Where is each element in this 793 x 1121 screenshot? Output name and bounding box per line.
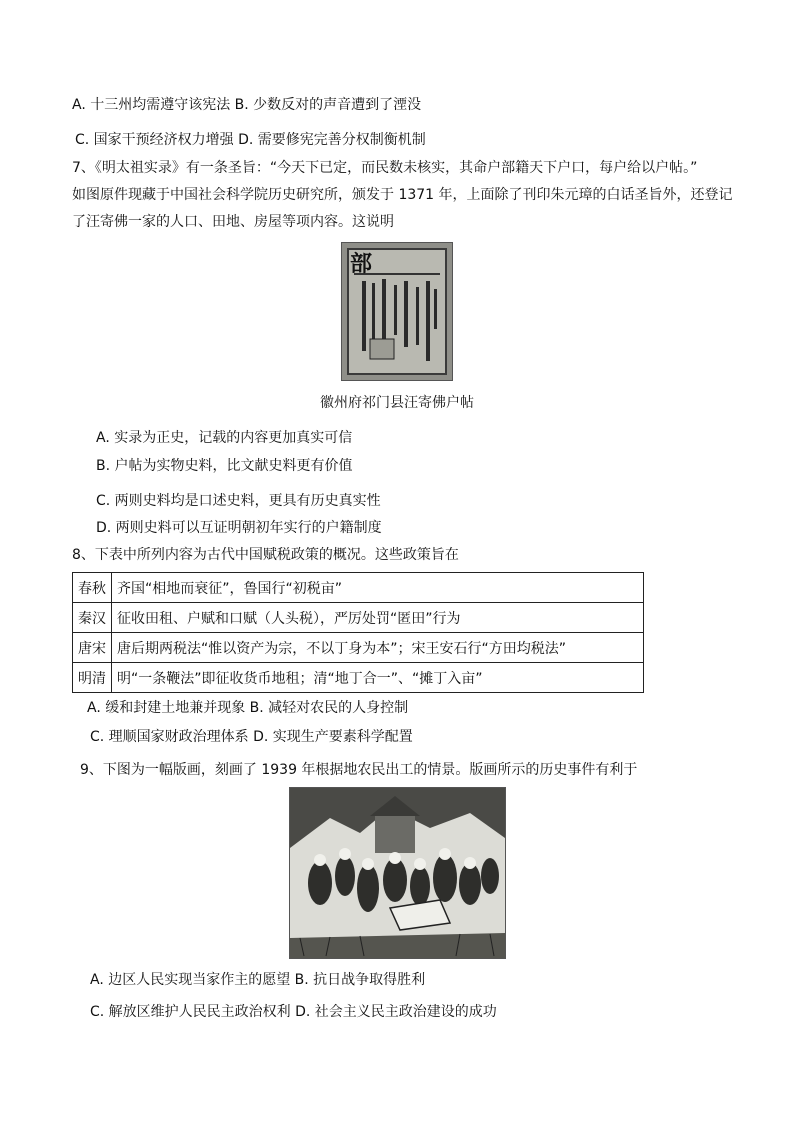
q7-option-c: C. 两则史料均是口述史料，更具有历史真实性 [96, 493, 381, 509]
q7-option-b: B. 户帖为实物史料，比文献史料更有价值 [96, 458, 353, 474]
tax-policy-table [72, 572, 644, 693]
q8-option-line-cd: C. 理顺国家财政治理体系 D. 实现生产要素科学配置 [90, 729, 413, 745]
q7-stem-line-2: 如图原件现藏于中国社会科学院历史研究所，颁发于 1371 年，上面除了刊印朱元璋的白话圣旨外，还登记 [72, 187, 733, 203]
table-row [73, 573, 644, 603]
household-certificate-image [341, 242, 453, 381]
q9-option-line-ab: A. 边区人民实现当家作主的愿望 B. 抗日战争取得胜利 [90, 972, 426, 988]
table-row [73, 663, 644, 693]
woodcut-print-drawing [290, 788, 505, 958]
q8-option-line-ab: A. 缓和封建土地兼并现象 B. 减轻对农民的人身控制 [87, 700, 409, 716]
table-cell-era: 明清 [73, 663, 112, 693]
table-cell-content: 齐国“相地而衰征”，鲁国行“初税亩” [112, 573, 644, 603]
q7-stem-line-3: 了汪寄佛一家的人口、田地、房屋等项内容。这说明 [72, 214, 394, 230]
q6-option-line-ab: A. 十三州均需遵守该宪法 B. 少数反对的声音遭到了湮没 [72, 97, 422, 113]
q7-option-d: D. 两则史料可以互证明朝初年实行的户籍制度 [96, 520, 382, 536]
certificate-header-glyph: 部 [350, 251, 373, 277]
woodcut-print-image [289, 787, 506, 959]
q9-option-line-cd: C. 解放区维护人民民主政治权利 D. 社会主义民主政治建设的成功 [90, 1004, 497, 1020]
table-cell-content: 征收田租、户赋和口赋（人头税），严厉处罚“匿田”行为 [112, 603, 644, 633]
table-cell-content: 唐后期两税法“惟以资产为宗，不以丁身为本”；宋王安石行“方田均税法” [112, 633, 644, 663]
table-row [73, 603, 644, 633]
table-row [73, 633, 644, 663]
q7-option-a: A. 实录为正史，记载的内容更加真实可信 [96, 430, 353, 446]
table-cell-era: 春秋 [73, 573, 112, 603]
q7-image-caption: 徽州府祁门县汪寄佛户帖 [320, 395, 474, 411]
q6-option-line-cd: C. 国家干预经济权力增强 D. 需要修宪完善分权制衡机制 [75, 132, 426, 148]
table-cell-content: 明“一条鞭法”即征收货币地租；清“地丁合一”、“摊丁入亩” [112, 663, 644, 693]
q7-stem-line-1: 7、《明太祖实录》有一条圣旨：“今天下已定，而民数未核实，其命户部籍天下户口，每户给以户帖。” [72, 160, 698, 176]
table-cell-era: 秦汉 [73, 603, 112, 633]
q8-stem: 8、下表中所列内容为古代中国赋税政策的概况。这些政策旨在 [72, 547, 459, 563]
q9-stem: 9、下图为一幅版画，刻画了 1939 年根据地农民出工的情景。版画所示的历史事件有利于 [80, 762, 638, 778]
table-cell-era: 唐宋 [73, 633, 112, 663]
